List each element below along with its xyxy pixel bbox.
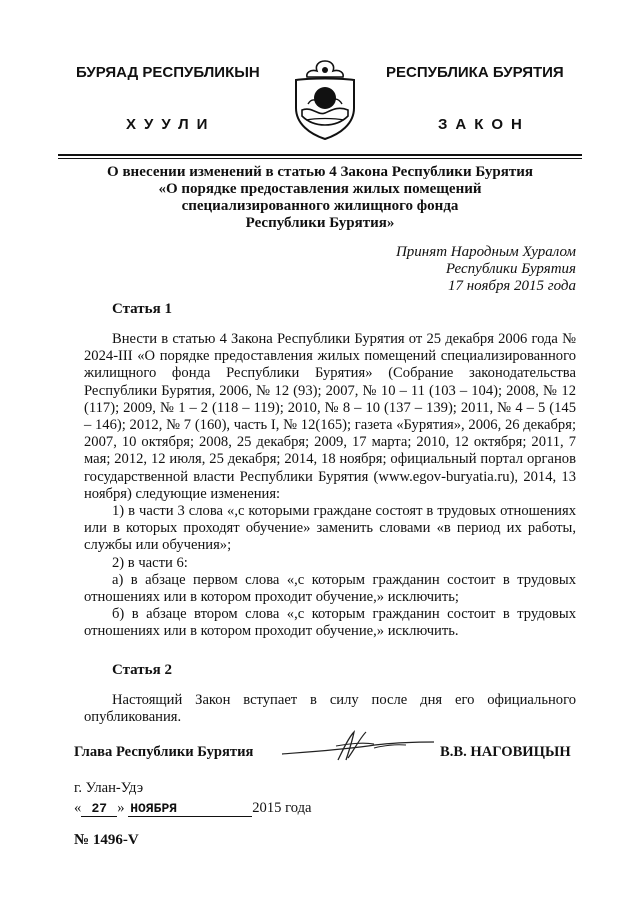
law-number: № 1496-V [74,832,139,848]
article-1-item: а) в абзаце первом слова «,с которым гражданин состоит в трудовых отношениях или в котором проходит обучение,» исключить; [84,571,576,606]
law-title [60,164,580,232]
date-line [74,800,312,817]
law-title-line: специализированного жилищного фонда [181,198,459,214]
header-left-title: БУРЯАД РЕСПУБЛИКЫН [76,64,260,81]
adoption-note [396,244,576,295]
date-month: НОЯБРЯ [128,801,252,817]
article-2-heading: Статья 2 [112,662,172,678]
header-left-subtitle: ХУУЛИ [126,116,216,133]
article-1-heading: Статья 1 [112,301,172,317]
article-1-item: 1) в части 3 слова «,с которыми граждане состоят в трудовых отношениях или в которых проходят обучение» заменить словами «в период их работы, службы или обучения»; [84,503,576,554]
law-title-line: Республики Бурятия» [245,215,395,231]
article-1-item: 2) в части 6: [112,554,188,571]
adoption-line: Республики Бурятия [445,261,576,277]
law-title-line: О внесении изменений в статью 4 Закона Республики Бурятия [107,164,533,180]
article-1-body [84,331,576,641]
article-1-item: б) в абзаце втором слова «,с которым гражданин состоит в трудовых отношениях или в котором проходит обучение,» исключить. [84,606,576,640]
date-day: 27 [81,801,117,817]
date-close-quote: » [117,800,125,816]
header-right-subtitle: ЗАКОН [438,116,530,133]
header-divider-thin [58,158,582,159]
place: г. Улан-Удэ [74,780,144,796]
article-2-paragraph: Настоящий Закон вступает в силу после дня его официального опубликования. [84,692,576,726]
date-year: 2015 года [252,800,312,816]
date-open-quote: « [74,800,82,816]
law-title-line: «О порядке предоставления жилых помещений [158,181,482,197]
signatory-name: В.В. НАГОВИЦЫН [440,744,571,760]
header-divider [58,154,582,156]
handwritten-signature [278,728,438,764]
adoption-line: 17 ноября 2015 года [447,278,576,294]
coat-of-arms-icon [290,58,360,142]
article-2-body [84,692,576,726]
article-1-paragraph: Внести в статью 4 Закона Республики Бурятия от 25 декабря 2006 года № 2024-III «О порядке предоставления жилых помещений специализированного жилищного фонда Республики Бурятия» (Собрание законодательства Республики Бурятия, 2006, № 12 (93); 2007, № 10 – 11 (103 – 104); 2008, № 12 (117); 2009, № 1 – 2 (118 – 119); 2010, № 8 – 10 (137 – 139); 2011, № 4 – 5 (145 – 146); 2012, № 7 (160), часть I, № 12(165); газета «Бурятия», 2006, 26 декабря; 2007, 10 октября; 2008, 25 декабря; 2009, 17 марта; 2010, 12 октября; 2011, 7 мая; 2012, 12 июля, 25 декабря; 2014, 18 ноября; официальный портал органов государственной власти Республики Бурятия (www.egov-buryatia.ru), 2014, 13 ноября) следующие изменения: [84,331,576,502]
adoption-line: Принят Народным Хуралом [395,244,576,260]
signatory-position: Глава Республики Бурятия [74,744,254,760]
header-right-title: РЕСПУБЛИКА БУРЯТИЯ [386,64,564,81]
